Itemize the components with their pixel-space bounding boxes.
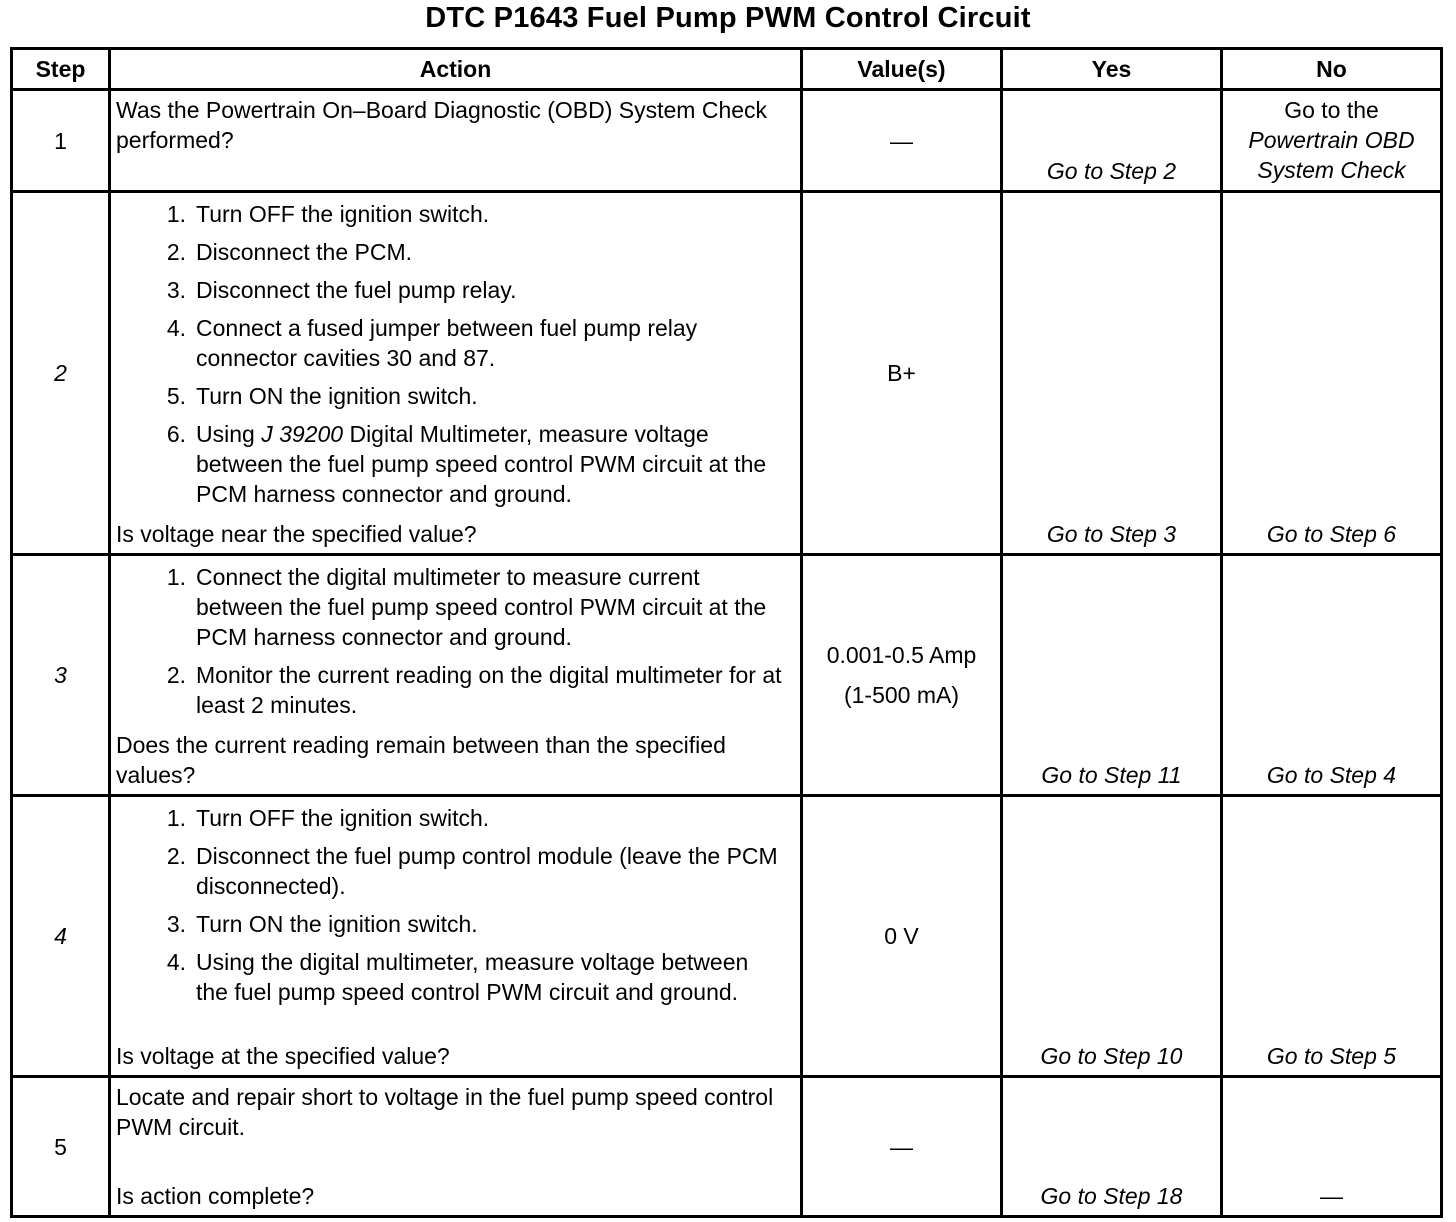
step-number: 3 bbox=[12, 555, 110, 796]
value-line: 0.001-0.5 Amp bbox=[826, 642, 977, 668]
list-item: 1. Connect the digital multimeter to measure current between the fuel pump speed control PWM circuit at the PCM harness connector and ground. bbox=[166, 564, 767, 650]
yes-cell: Go to Step 18 bbox=[1002, 1077, 1222, 1217]
step-number: 2 bbox=[12, 192, 110, 555]
yes-cell: Go to Step 11 bbox=[1002, 555, 1222, 796]
page-title: DTC P1643 Fuel Pump PWM Control Circuit bbox=[425, 2, 1031, 34]
action-cell bbox=[110, 555, 802, 796]
header-action: Action bbox=[110, 49, 802, 90]
step-number: 5 bbox=[12, 1077, 110, 1217]
action-text: Was the Powertrain On–Board Diagnostic (OBD) System Check performed? bbox=[116, 97, 768, 153]
no-cell: Go to Step 6 bbox=[1222, 192, 1442, 555]
step-number: 1 bbox=[12, 90, 110, 192]
value-cell bbox=[802, 555, 1002, 796]
action-steps bbox=[116, 199, 786, 517]
yes-cell: Go to Step 10 bbox=[1002, 796, 1222, 1077]
no-line: System Check bbox=[1257, 157, 1406, 183]
step-number: 4 bbox=[12, 796, 110, 1077]
header-no: No bbox=[1222, 49, 1442, 90]
yes-cell: Go to Step 3 bbox=[1002, 192, 1222, 555]
list-item: 4. Using the digital multimeter, measure voltage between the fuel pump speed control PWM circuit and ground. bbox=[166, 949, 749, 1005]
value-cell: B+ bbox=[802, 192, 1002, 555]
list-item: 5. Turn ON the ignition switch. bbox=[166, 383, 478, 409]
header-yes: Yes bbox=[1002, 49, 1222, 90]
action-cell bbox=[110, 90, 802, 192]
list-item: 2. Disconnect the PCM. bbox=[166, 239, 413, 265]
action-steps bbox=[116, 803, 786, 1015]
list-item: 2. Monitor the current reading on the digital multimeter for at least 2 minutes. bbox=[166, 662, 782, 718]
table-row bbox=[12, 90, 1442, 192]
no-line: Go to the bbox=[1284, 97, 1379, 123]
action-cell bbox=[110, 1077, 802, 1217]
header-step: Step bbox=[12, 49, 110, 90]
list-item: 2. Disconnect the fuel pump control module (leave the PCM disconnected). bbox=[166, 843, 778, 899]
no-cell bbox=[1222, 90, 1442, 192]
diagnostic-table bbox=[10, 47, 1443, 1218]
list-item: 1. Turn OFF the ignition switch. bbox=[166, 805, 490, 831]
no-cell: Go to Step 5 bbox=[1222, 796, 1442, 1077]
yes-cell: Go to Step 2 bbox=[1002, 90, 1222, 192]
no-cell: Go to Step 4 bbox=[1222, 555, 1442, 796]
value-cell: 0 V bbox=[802, 796, 1002, 1077]
value-line: (1-500 mA) bbox=[843, 682, 960, 708]
step-question: Does the current reading remain between than the specified values? bbox=[116, 732, 726, 788]
no-line: Powertrain OBD bbox=[1248, 127, 1415, 153]
table-row bbox=[12, 796, 1442, 1077]
table-row bbox=[12, 192, 1442, 555]
list-item: 4. Connect a fused jumper between fuel pump relay connector cavities 30 and 87. bbox=[166, 315, 698, 371]
list-item: 3. Turn ON the ignition switch. bbox=[166, 911, 478, 937]
action-text: Locate and repair short to voltage in the fuel pump speed control PWM circuit. bbox=[116, 1084, 774, 1140]
step-question: Is voltage near the specified value? bbox=[116, 521, 477, 547]
tool-name: J 39200 bbox=[261, 421, 344, 447]
value-cell: — bbox=[802, 1077, 1002, 1217]
action-steps bbox=[116, 562, 786, 728]
list-item: 1. Turn OFF the ignition switch. bbox=[166, 201, 490, 227]
list-item: 3. Disconnect the fuel pump relay. bbox=[166, 277, 517, 303]
value-cell: — bbox=[802, 90, 1002, 192]
step-question: Is voltage at the specified value? bbox=[116, 1043, 450, 1069]
step-question: Is action complete? bbox=[116, 1183, 315, 1209]
header-row bbox=[12, 49, 1442, 90]
action-cell bbox=[110, 796, 802, 1077]
header-values: Value(s) bbox=[802, 49, 1002, 90]
no-cell: — bbox=[1222, 1077, 1442, 1217]
table-row bbox=[12, 555, 1442, 796]
list-item: 6. Using J 39200 Digital Multimeter, measure voltage between the fuel pump speed control PWM circuit at the PCM harness connector and ground. bbox=[166, 421, 767, 507]
table-row bbox=[12, 1077, 1442, 1217]
action-cell bbox=[110, 192, 802, 555]
